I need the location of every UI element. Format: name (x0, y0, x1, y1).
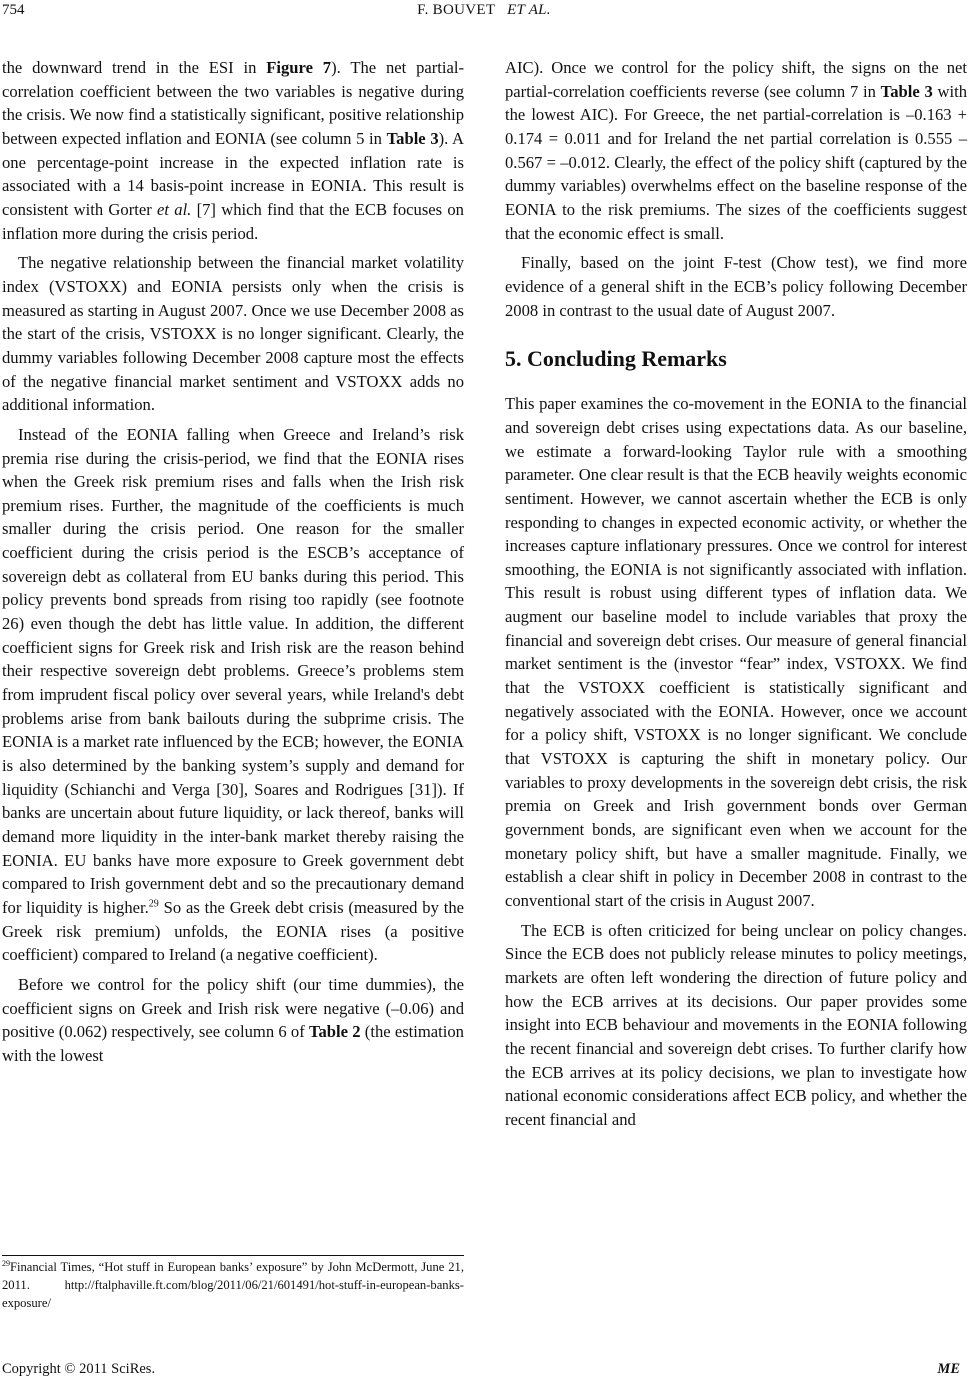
table-ref: Table 3 (880, 81, 933, 101)
table-ref: Table 2 (308, 1022, 361, 1042)
paragraph: This paper examines the co-movement in the EONIA to the financial and sovereign debt crises using expectations data. As our baseline, we estimate a forward-looking Taylor rule with a smoothing parameter. One clear result is that the ECB heavily weights economic sentiment. However, we cannot ascertain whether the ECB is only responding to changes in expected economic activity, or whether the increases capture inflationary pressures. Once we control for interest smoothing, the EONIA is not significantly associated with inflation. This result is robust using different types of inflation data. We augment our baseline model to include variables that proxy the financial and sovereign debt crises. Our measure of general financial market sentiment is the (investor “fear” index, VSTOXX. We find that the VSTOXX coefficient is statistically significant and negatively associated with the EONIA. However, once we account for a policy shift, VSTOXX is no longer significant. We conclude that VSTOXX is capturing the shift in monetary policy. Our variables to proxy developments in the sovereign debt crisis, the risk premia on Greek and Irish government bonds over German government bonds, are significant even when we account for the monetary policy shift, but have a smaller magnitude. Finally, we establish a clear shift in policy in December 2008 in contrast to the conventional start of the crisis in August 2007. (505, 394, 967, 910)
paragraph: Instead of the EONIA falling when Greece and Ireland’s risk premia rise during the crisis-period, we find that the EONIA rises when the Greek risk premium rises and falls when the Irish risk premium rises. Further, the magnitude of the coefficients is much smaller during the crisis period. One reason for the smaller coefficient during the crisis period is the ESCB’s acceptance of sovereign debt as collateral from EU banks during this period. This policy prevents bond spreads from rising too rapidly (see footnote 26) even though the debt has little value. In addition, the different coefficient signs for Greek risk and Irish risk are the reason behind their respective sovereign debt problems. Greece’s problems stem from imprudent fiscal policy over several years, while Ireland's debt problems arise from bank bailouts during the subprime crisis. The EONIA is a market rate influenced by the ECB; however, the EONIA is also determined by the banking system’s supply and demand for liquidity (Schianchi and Verga [30], Soares and Rodrigues [31]). If banks are uncertain about future liquidity, or lack thereof, banks will demand more liquidity in the inter-bank market thereby raising the EONIA. EU banks have more exposure to Greek government debt compared to Irish government debt and so the precautionary demand for liquidity is higher.$^{29}$ So as the Greek debt crisis (measured by the Greek risk premium) unfolds, the EONIA rises (a positive coefficient) compared to Ireland (a negative coefficient). (2, 424, 464, 965)
paragraph: Before we control for the policy shift (our time dummies), the coefficient signs on Greek and Irish risk were negative (–0.06) and positive (0.062) respectively, see column 6 of Table 2 (the estimation with the lowest (2, 974, 464, 1065)
footnote-number: 29 (2, 1258, 10, 1268)
figure-ref: Figure 7 (266, 58, 332, 77)
paragraph: Finally, based on the joint F-test (Chow test), we find more evidence of a general shift in the ECB’s policy following December 2008 in contrast to the usual date of August 2007. (505, 253, 967, 320)
paragraph: The negative relationship between the financial market volatility index (VSTOXX) and EONIA persists only when the crisis is measured as starting in August 2007. Once we use December 2008 as the start of the crisis, VSTOXX is no longer significant. Clearly, the dummy variables following December 2008 capture most the effects of the negative financial market sentiment and VSTOXX adds no additional information. (2, 253, 464, 415)
running-head-authors (0, 2, 968, 19)
section-heading: 5. Concluding Remarks (505, 346, 727, 372)
page-number: 754 (2, 2, 25, 18)
authors: F. BOUVET (417, 2, 496, 18)
left-column (2, 56, 464, 1068)
copyright: Copyright © 2011 SciRes. (2, 1361, 156, 1377)
paragraph: The ECB is often criticized for being unclear on policy changes. Since the ECB does not publicly release minutes to policy meetings, markets are often left wondering the direction of future policy and how the ECB arrives at its decisions. Our paper provides some insight into ECB behaviour and movements in the EONIA following the recent financial and sovereign debt crises. To further clarify how the ECB arrives at its policy decisions, we plan to investigate how national economic considerations affect ECB policy, and whether the recent financial and (505, 920, 967, 1129)
paragraph: AIC). Once we control for the policy shift, the signs on the net partial-correlation coefficients reverse (see column 7 in Table 3 with the lowest AIC). For Greece, the net partial-correlation is –0.163 + 0.174 = 0.011 and for Ireland the net partial correlation is 0.555 – 0.567 = –0.012. Clearly, the effect of the policy shift (captured by the dummy variables) overwhelms effect on the baseline response of the EONIA to the risk premiums. The sizes of the coefficients suggest that the economic effect is small. (505, 58, 967, 243)
right-column (505, 56, 967, 1132)
footnote (2, 1258, 464, 1312)
footnote-text: Financial Times, “Hot stuff in European banks’ exposure” by John McDermott, June 21, 2011. http://ftalphaville.ft.com/blog/2011/06/21/601491/hot-stuff-in-european-banks-exposure/ (2, 1260, 464, 1310)
footnote-marker: 29 (148, 898, 159, 910)
et-al: ET AL. (507, 2, 551, 18)
table-ref: Table 3 (386, 128, 439, 148)
paragraph: the downward trend in the ESI in Figure 7). The net partial-correlation coefficient between the two variables is negative during the crisis. We now find a statistically significant, positive relationship between expected inflation and EONIA (see column 5 in Table 3). A one percentage-point increase in the expected inflation rate is associated with a 14 basis-point increase in EONIA. This result is consistent with Gorter et al. [7] which find that the ECB focuses on inflation more during the crisis period. (2, 58, 465, 243)
running-header (0, 0, 968, 26)
footnote-divider (2, 1255, 464, 1256)
journal-abbrev: ME (937, 1361, 960, 1377)
